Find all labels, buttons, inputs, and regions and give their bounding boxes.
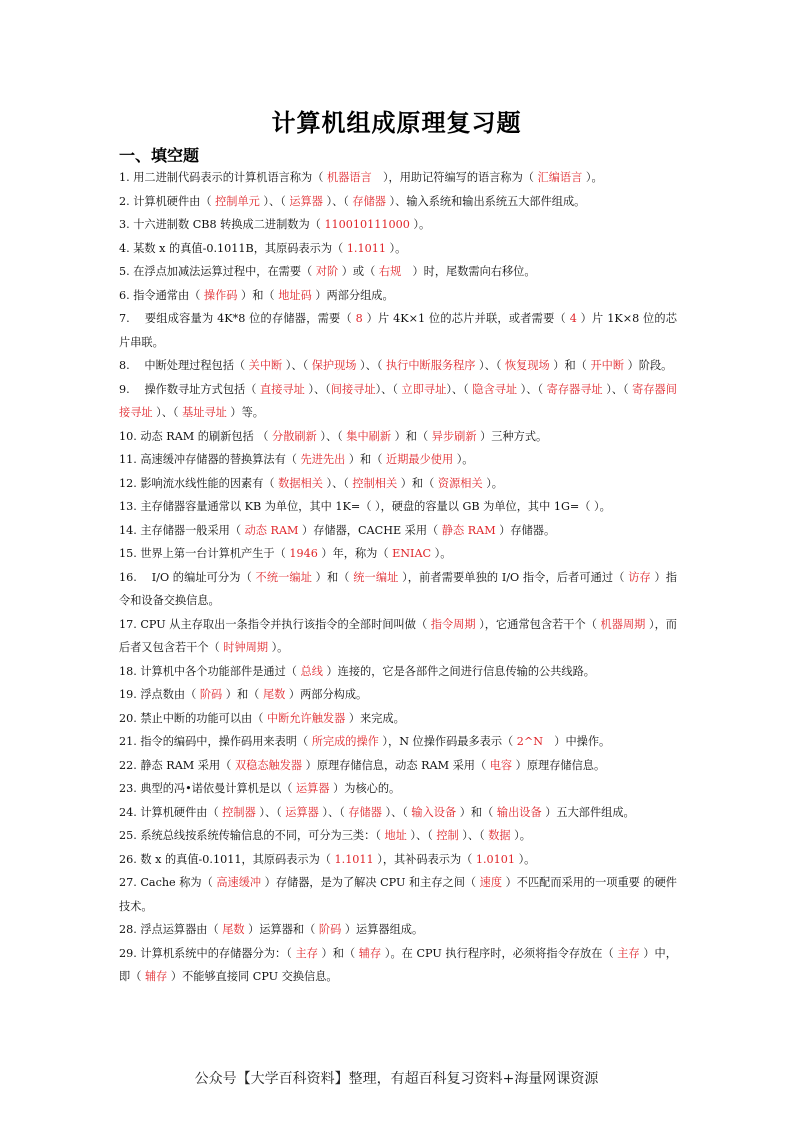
question-item [119,754,677,778]
question-text: 在浮点加减法运算过程中，在需要（ [133,265,316,278]
question-number: 5. [119,265,134,278]
question-number: 24. [119,805,141,819]
answer-text: 先进先出 [300,453,346,466]
answer-text: 数据相关 [278,476,323,490]
question-item [119,495,677,519]
answer-text: 所完成的操作 [311,735,379,748]
question-text: ）不能够直接同 CPU 交换信息。 [167,970,338,983]
question-number: 17. [119,617,141,631]
answer-text: 输入设备 [411,805,457,819]
question-text: ）、（ [602,382,633,396]
answer-text: 1.1011 [334,852,374,866]
question-text: ）运算器和（ [244,923,319,936]
question-text: ）、输入系统和输出系统五大部件组成。 [386,194,586,208]
question-text: ）和（ [237,288,279,302]
question-text: ）。 [510,829,531,842]
question-text: ）三种方式。 [476,429,548,443]
question-text: ）、（ [318,805,349,819]
question-text: ）、（ [458,829,489,842]
answer-text: 统一编址 [353,570,399,584]
question-item [119,190,677,214]
footer-note: 公众号【大学百科资料】整理，有超百科复习资料+海量网课资源 [194,1071,599,1087]
question-text: 中断处理过程包括（ [133,359,249,372]
answer-text: 时钟周期 [223,641,269,654]
question-item [119,824,677,848]
question-item [119,354,677,378]
question-text: ）。 [453,453,474,466]
question-text: ）。 [515,852,536,866]
answer-text: 主存 [295,946,318,960]
question-number: 25. [119,829,141,842]
question-text: 禁止中断的功能可以由（ [140,711,267,725]
question-text: ）、（ [446,382,473,396]
question-text: 计算机硬件由（ [133,194,216,208]
question-text: ），用助记符编写的语言称为（ [371,171,538,184]
section-heading: 一、填空题 [119,146,200,165]
question-number: 23. [119,782,141,795]
question-text: 动态 RAM 的刷新包括 （ [140,429,273,443]
question-text: ）。 [431,547,452,560]
question-number: 20. [119,711,141,725]
question-text: 计算机中各个功能部件是通过（ [140,664,301,678]
answer-text: 总线 [300,664,323,678]
question-item [119,166,677,190]
question-text: 计算机硬件由（ [140,805,223,819]
answer-text: 间接寻址 [330,382,376,396]
answer-text: 辅存 [144,970,168,983]
question-item [119,942,677,989]
answer-text: 高速缓冲 [216,876,262,889]
question-text: 用二进制代码表示的计算机语言称为（ [133,171,327,184]
question-text: ）为核心的。 [329,782,401,795]
answer-text: ENIAC [392,547,432,560]
question-text: 主存储器一般采用（ [140,523,245,537]
question-text: ）存储器，CACHE 采用（ [298,523,442,537]
question-text: 高速缓冲存储器的替换算法有（ [140,453,301,466]
question-text: ）原理存储信息。 [512,758,606,772]
question-number: 1. [119,171,134,184]
question-text: ）存储器，是为了解决 CPU 和主存之间（ [261,876,480,889]
answer-text: 运算器 [289,194,323,208]
answer-text: 集中刷新 [346,429,392,443]
question-text: ）和（ [397,476,438,490]
question-text: ）时，尾数需向右移位。 [401,265,536,278]
answer-text: 输出设备 [496,805,542,819]
question-text: Cache 称为（ [140,876,217,889]
answer-text: 对阶 [315,265,339,278]
question-text: ）阶段。 [624,359,673,372]
question-number: 27. [119,876,141,889]
answer-text: 不统一编址 [255,570,313,584]
question-text: 某数 x 的真值-0.1011B，其原码表示为（ [133,241,347,255]
answer-text: 地址码 [278,288,312,302]
question-number: 11. [119,453,141,466]
answer-text: 恢复现场 [504,359,550,372]
answer-text: 近期最少使用 [386,453,454,466]
answer-text: 基址寻址 [182,406,227,419]
question-number: 9. [119,382,134,396]
question-item [119,777,677,801]
question-text: 十六进制数 CB8 转换成二进制数为（ [133,218,325,231]
answer-text: 控制 [436,829,459,842]
answer-text: 控制器 [222,805,256,819]
question-text: ）不匹配而采用的一项重要 的硬件技术。 [119,876,677,913]
question-text: ）、（ [406,829,437,842]
question-text: 主存储器容量通常以 KB 为单位，其中 1K=（ ），硬盘的容量以 GB 为单位，其中 1G=（ ）。 [140,500,611,513]
question-text: ）、（ [356,359,386,372]
question-item [119,848,677,872]
answer-text: 静态 RAM [441,523,496,537]
question-text: ）和（ [456,805,497,819]
answer-text: 8 [355,312,363,325]
question-text: ）和（ [222,688,263,701]
question-number: 2. [119,194,134,208]
question-text: ）、（ [255,805,286,819]
question-text: ）来完成。 [345,711,405,725]
question-item [119,472,677,496]
question-text: ）。 [268,641,289,654]
answer-text: 指令周期 [430,617,476,631]
question-text: CPU 从主存取出一条指令并执行该指令的全部时间叫做（ [140,617,431,631]
question-list [119,166,677,989]
answer-text: 主存 [617,946,640,960]
question-item [119,425,677,449]
question-number: 16. [119,570,141,584]
answer-text: 立即寻址 [401,382,447,396]
question-text: ）片 1K×8 位的芯片串联。 [119,312,677,349]
question-number: 4. [119,241,134,255]
question-number: 14. [119,523,141,537]
question-item [119,660,677,684]
question-text: 浮点运算器由（ [140,923,223,936]
question-text: 操作数寻址方式包括（ [133,382,260,396]
answer-text: 机器语言 [326,171,372,184]
question-item [119,237,677,261]
answer-text: 运算器 [295,782,330,795]
answer-text: 电容 [489,758,513,772]
question-text: ）、（ [517,382,547,396]
question-number: 8. [119,359,134,372]
question-text: 静态 RAM 采用（ [140,758,235,772]
answer-text: 访存 [628,570,651,584]
answer-text: 机器周期 [600,617,646,631]
question-text: ）、（ [259,194,290,208]
question-item [119,871,677,918]
question-text: ）、（ [322,194,353,208]
question-item [119,730,677,754]
answer-text: 地址 [384,829,407,842]
question-number: 10. [119,429,141,443]
question-text: ）片 4K×1 位的芯片并联，或者需要（ [362,312,570,325]
question-text: ）原理存储信息，动态 RAM 采用（ [302,758,490,772]
answer-text: 汇编语言 [537,171,583,184]
question-text: 浮点数由（ [140,688,200,701]
question-text: ）。在 CPU 执行程序时，必须将指令存放在（ [381,946,618,960]
question-item [119,307,677,354]
question-number: 28. [119,923,141,936]
question-item [119,213,677,237]
answer-text: 右规 [378,265,402,278]
question-text: ），而后者又包含若干个（ [119,617,677,654]
question-number: 22. [119,758,141,772]
question-text: ）、（ [304,382,331,396]
question-text: ）年，称为（ [317,547,393,560]
question-text: 指令的编码中，操作码用来表明（ [140,735,312,748]
question-number: 19. [119,688,141,701]
question-number: 18. [119,664,141,678]
question-text: ）和（ [391,429,432,443]
answer-text: 保护现场 [311,359,357,372]
answer-text: 辅存 [358,946,382,960]
question-text: ）、（ [316,429,347,443]
question-number: 21. [119,735,141,748]
question-number: 7. [119,312,134,325]
question-text: 系统总线按系统传输信息的不同，可分为三类：（ [140,829,385,842]
answer-text: 异步刷新 [431,429,477,443]
question-text: ）和（ [345,453,386,466]
answer-text: 1946 [289,547,318,560]
question-text: ）两部分组成。 [311,288,394,302]
answer-text: 阶码 [199,688,223,701]
question-item [119,519,677,543]
answer-text: 4 [569,312,577,325]
question-number: 3. [119,218,134,231]
question-text: ）、（ [475,359,505,372]
question-text: ）和（ [317,946,359,960]
question-text: ）。 [482,476,503,490]
answer-text: 寄存器寻址 [546,382,603,396]
answer-text: 1.0101 [475,852,516,866]
question-item [119,801,677,825]
question-text: ）或（ [338,265,379,278]
question-item [119,378,677,425]
question-item [119,683,677,707]
question-text: ）等。 [226,406,264,419]
question-number: 12. [119,476,141,490]
question-text: ）和（ [549,359,591,372]
question-text: ）、（ [282,359,312,372]
answer-text: 直接寻址 [260,382,305,396]
answer-text: 阶码 [318,923,342,936]
answer-text: 数据 [488,829,511,842]
answer-text: 2^N [516,735,544,748]
answer-text: 控制相关 [352,476,398,490]
question-item [119,448,677,472]
question-text: ），其补码表示为（ [373,852,476,866]
question-number: 13. [119,500,141,513]
question-text: ）、（ [375,382,402,396]
question-text: ）、（ [152,406,183,419]
question-text: ）。 [385,241,407,255]
answer-text: 开中断 [590,359,625,372]
question-item [119,918,677,942]
question-text: 计算机系统中的存储器分为：（ [140,946,296,960]
question-item [119,542,677,566]
question-text: I/O 的编址可分为（ [140,570,256,584]
question-item [119,707,677,731]
question-text: ）存储器。 [495,523,556,537]
answer-text: 运算器 [285,805,319,819]
question-text: ）中操作。 [543,735,611,748]
question-text: ），前者需要单独的 I/O 指令，后者可通过（ [398,570,629,584]
question-text: ）中，即（ [119,946,677,983]
answer-text: 存储器 [348,805,382,819]
question-number: 15. [119,547,141,560]
page-title: 计算机组成原理复习题 [271,109,522,137]
question-item [119,260,677,284]
question-text: ）指令和设备交换信息。 [119,570,677,607]
answer-text: 中断允许触发器 [266,711,346,725]
question-text: 要组成容量为 4K*8 位的存储器，需要（ [133,312,356,325]
question-text: 数 x 的真值-0.1011，其原码表示为（ [140,852,335,866]
answer-text: 尾数 [262,688,286,701]
answer-text: 110010111000 [324,218,410,231]
question-text: ）两部分构成。 [285,688,368,701]
answer-text: 速度 [479,876,503,889]
answer-text: 控制单元 [215,194,260,208]
answer-text: 存储器 [352,194,386,208]
answer-text: 操作码 [203,288,238,302]
question-number: 26. [119,852,141,866]
question-item [119,566,677,613]
question-text: 指令通常由（ [133,288,204,302]
question-text: 典型的冯•诺依曼计算机是以（ [140,782,296,795]
question-number: 29. [119,946,141,960]
question-item [119,613,677,660]
answer-text: 动态 RAM [244,523,299,537]
answer-text: 关中断 [248,359,283,372]
question-text: ），N 位操作码最多表示（ [378,735,517,748]
question-text: ）、（ [381,805,412,819]
question-text: ）五大部件组成。 [541,805,635,819]
answer-text: 隐含寻址 [472,382,518,396]
answer-text: 分散刷新 [272,429,317,443]
answer-text: 双稳态触发器 [234,758,303,772]
question-text: 影响流水线性能的因素有（ [140,476,279,490]
answer-text: 寄存器间接寻址 [119,382,677,419]
answer-text: 执行中断服务程序 [385,359,476,372]
answer-text: 资源相关 [437,476,483,490]
question-text: ）、（ [322,476,353,490]
question-text: ）运算器组成。 [341,923,424,936]
question-text: 世界上第一台计算机产生于（ [140,547,290,560]
answer-text: 1.1011 [346,241,386,255]
question-number: 6. [119,288,134,302]
question-text: ）和（ [312,570,354,584]
answer-text: 尾数 [222,923,245,936]
question-text: ），它通常包含若干个（ [475,617,601,631]
question-text: ）。 [409,218,431,231]
question-text: ）。 [582,171,603,184]
question-text: ）连接的，它是各部件之间进行信息传输的公共线路。 [322,664,595,678]
question-item [119,284,677,308]
